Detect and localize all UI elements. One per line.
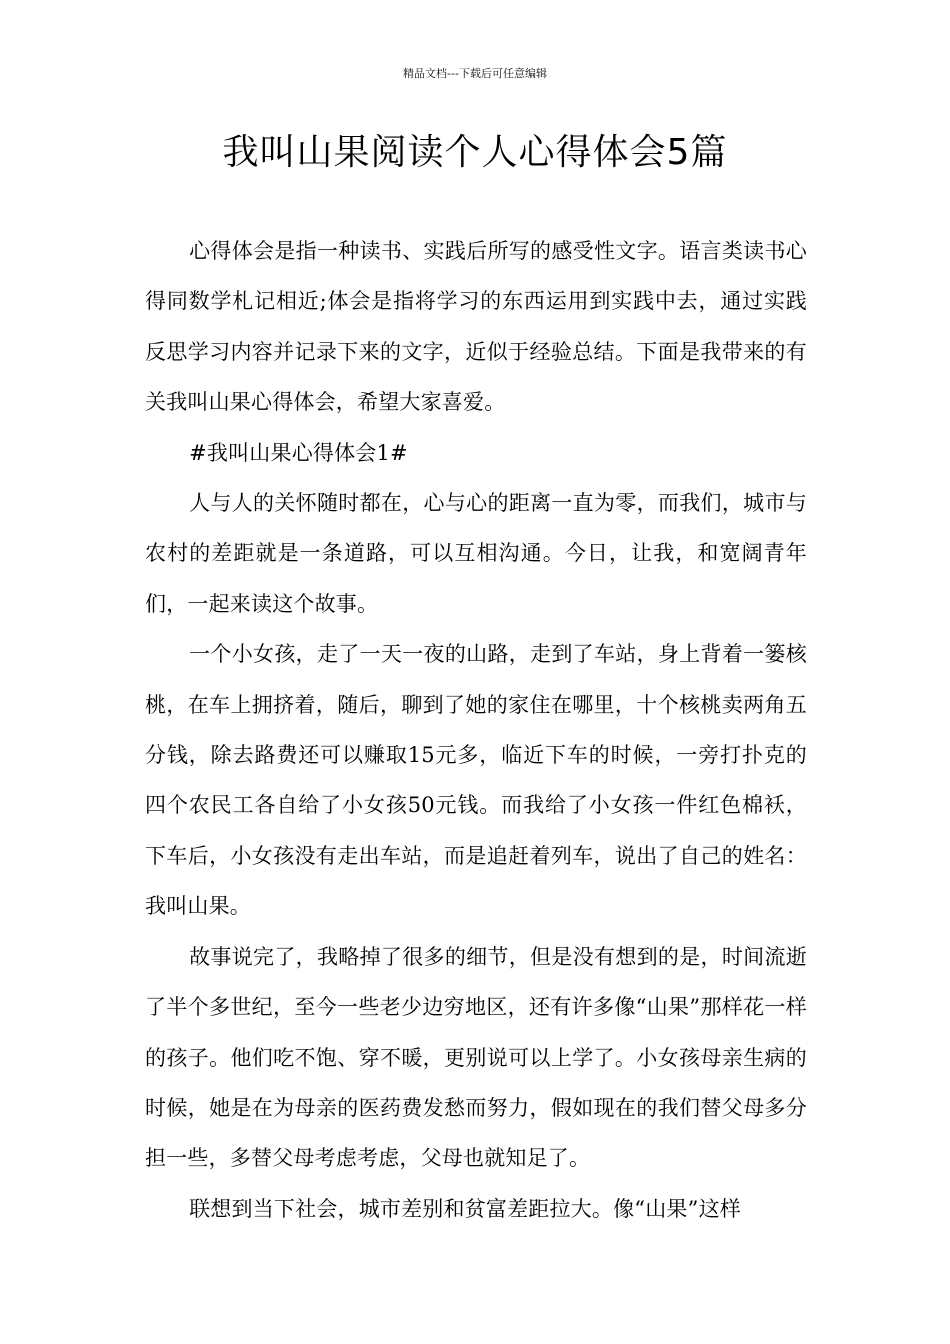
- document-body: [145, 226, 807, 1234]
- paragraph: 联想到当下社会，城市差别和贫富差距拉大。像“山果”这样: [189, 1196, 741, 1221]
- paragraph: 一个小女孩，走了一天一夜的山路，走到了车站，身上背着一篓核桃，在车上拥挤着，随后，聊到了她的家住在哪里，十个核桃卖两角五分钱，除去路费还可以赚取15元多，临近下车的时候，一旁打扑克的四个农民工各自给了小女孩50元钱。而我给了小女孩一件红色棉袄，下车后，小女孩没有走出车站，而是追赶着列车，说出了自己的姓名：我叫山果。: [145, 642, 807, 919]
- paragraph: 人与人的关怀随时都在，心与心的距离一直为零，而我们，城市与农村的差距就是一条道路，可以互相沟通。今日，让我，和宽阔青年们，一起来读这个故事。: [145, 491, 807, 616]
- paragraph-intro: 心得体会是指一种读书、实践后所写的感受性文字。语言类读书心得同数学札记相近;体会是指将学习的东西运用到实践中去，通过实践反思学习内容并记录下来的文字，近似于经验总结。下面是我带来的有关我叫山果心得体会，希望大家喜爱。: [145, 239, 807, 415]
- section-heading-1: #我叫山果心得体会1#: [189, 440, 408, 465]
- document-title: 我叫山果阅读个人心得体会5篇: [222, 132, 728, 173]
- header-note: 精品文档---下载后可任意编辑: [403, 67, 547, 80]
- paragraph: 故事说完了，我略掉了很多的细节，但是没有想到的是，时间流逝了半个多世纪，至今一些老少边穷地区，还有许多像“山果”那样花一样的孩子。他们吃不饱、穿不暖，更别说可以上学了。小女孩母亲生病的时候，她是在为母亲的医药费发愁而努力，假如现在的我们替父母多分担一些，多替父母考虑考虑，父母也就知足了。: [145, 944, 807, 1171]
